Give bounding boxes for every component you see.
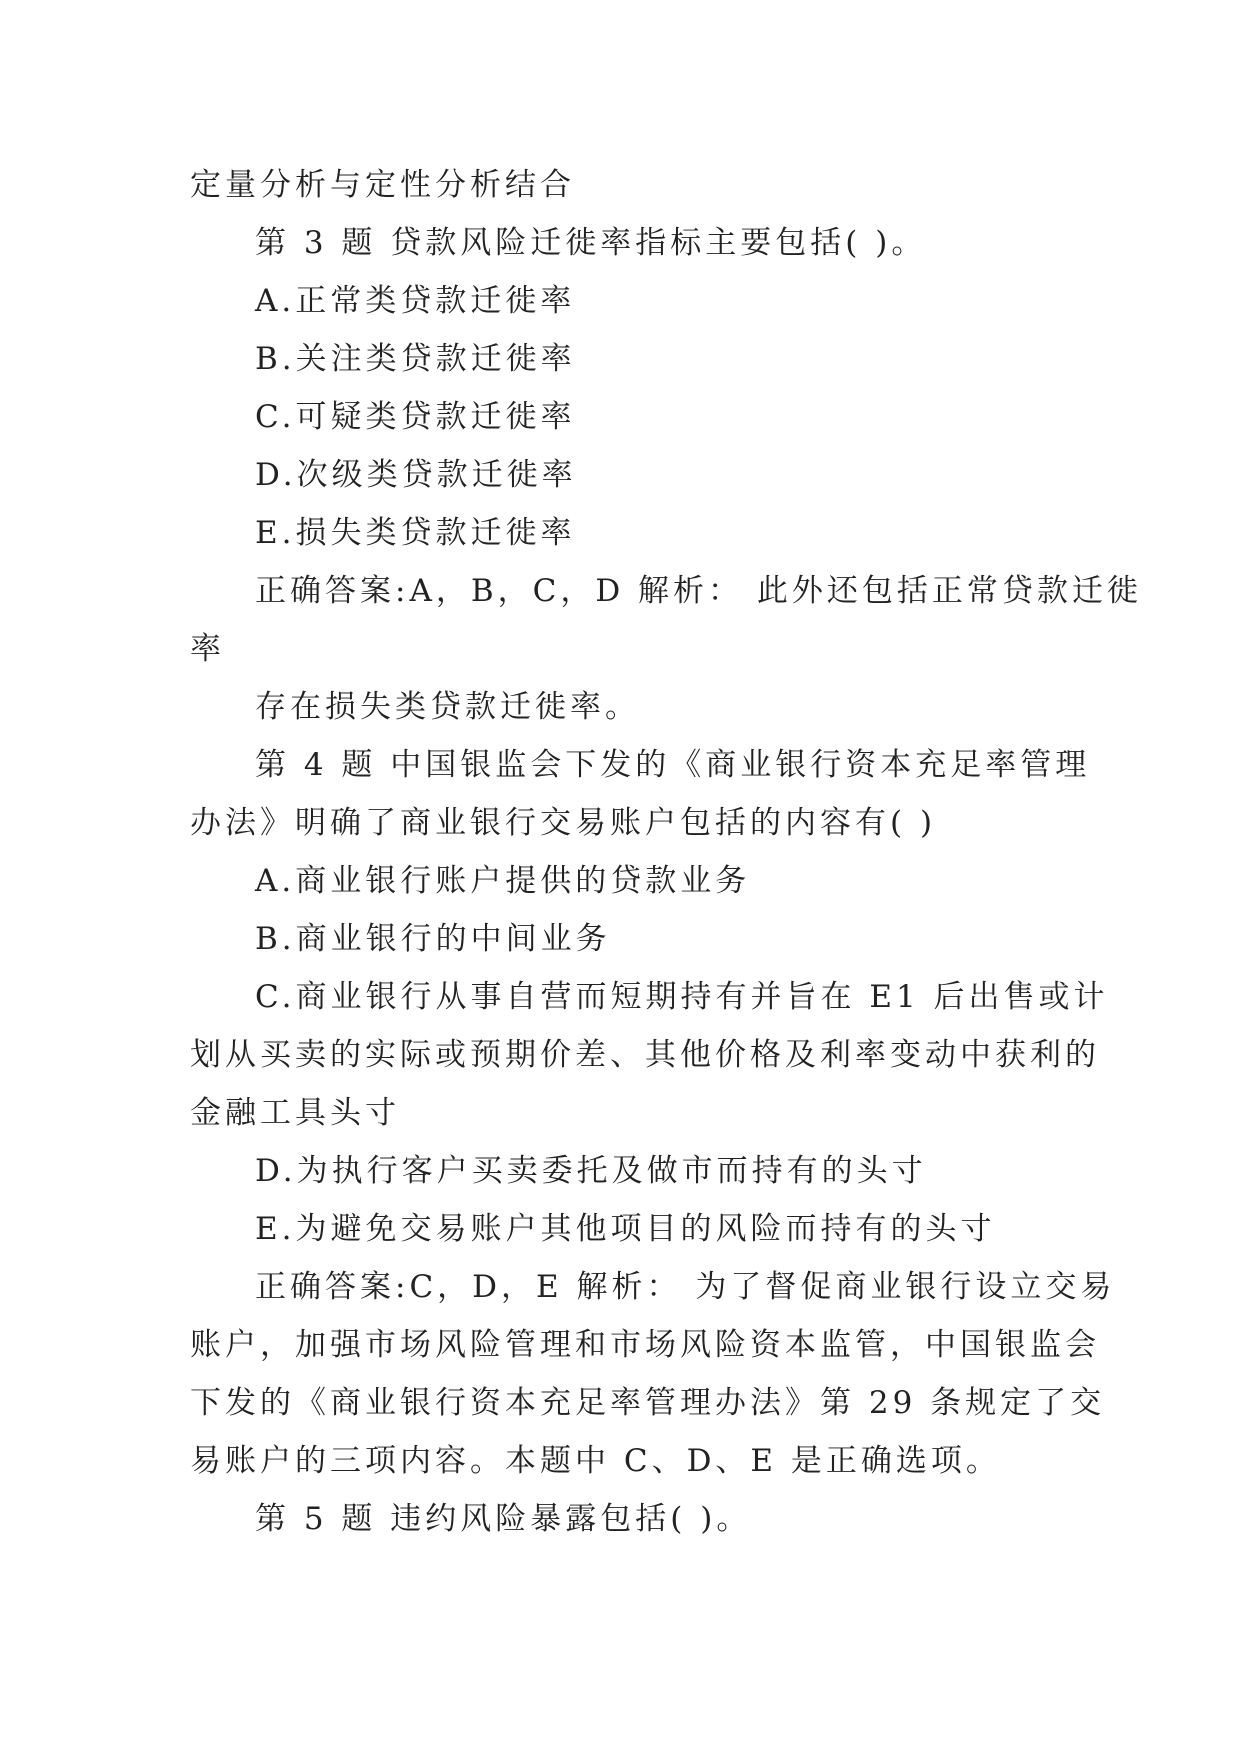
question-3-answer-wrap: 率 [190, 631, 225, 667]
question-4-option-c: C.商业银行从事自营而短期持有并旨在 E1 后出售或计 [255, 979, 1109, 1015]
question-4-option-e: E.为避免交易账户其他项目的风险而持有的头寸 [255, 1211, 996, 1247]
question-3-option-a: A.正常类贷款迁徙率 [255, 283, 576, 319]
question-4-option-a: A.商业银行账户提供的贷款业务 [255, 863, 751, 899]
question-4-heading: 第 4 题 中国银监会下发的《商业银行资本充足率管理 [255, 747, 1091, 783]
question-4-option-c-wrap-1: 划从买卖的实际或预期价差、其他价格及利率变动中获利的 [190, 1037, 1100, 1073]
question-3-answer: 正确答案:A，B，C，D 解析： 此外还包括正常贷款迁徙 [255, 573, 1142, 609]
question-4-heading-wrap: 办法》明确了商业银行交易账户包括的内容有( ) [190, 805, 937, 841]
question-4-answer-wrap-1: 账户，加强市场风险管理和市场风险资本监管，中国银监会 [190, 1327, 1100, 1363]
text-line-continuation: 定量分析与定性分析结合 [190, 167, 575, 203]
question-3-option-c: C.可疑类贷款迁徙率 [255, 399, 576, 435]
question-5-heading: 第 5 题 违约风险暴露包括( )。 [255, 1501, 752, 1537]
question-3-note: 存在损失类贷款迁徙率。 [255, 689, 640, 725]
question-3-option-b: B.关注类贷款迁徙率 [255, 341, 576, 377]
question-4-answer: 正确答案:C，D，E 解析： 为了督促商业银行设立交易 [255, 1269, 1116, 1305]
question-4-option-d: D.为执行客户买卖委托及做市而持有的头寸 [255, 1153, 927, 1189]
question-4-option-b: B.商业银行的中间业务 [255, 921, 611, 957]
question-3-heading: 第 3 题 贷款风险迁徙率指标主要包括( )。 [255, 225, 927, 261]
question-4-option-c-wrap-2: 金融工具头寸 [190, 1095, 400, 1131]
question-3-option-e: E.损失类贷款迁徙率 [255, 515, 576, 551]
question-3-option-d: D.次级类贷款迁徙率 [255, 457, 577, 493]
question-4-answer-wrap-3: 易账户的三项内容。本题中 C、D、E 是正确选项。 [190, 1443, 1001, 1479]
question-4-answer-wrap-2: 下发的《商业银行资本充足率管理办法》第 29 条规定了交 [190, 1385, 1106, 1421]
